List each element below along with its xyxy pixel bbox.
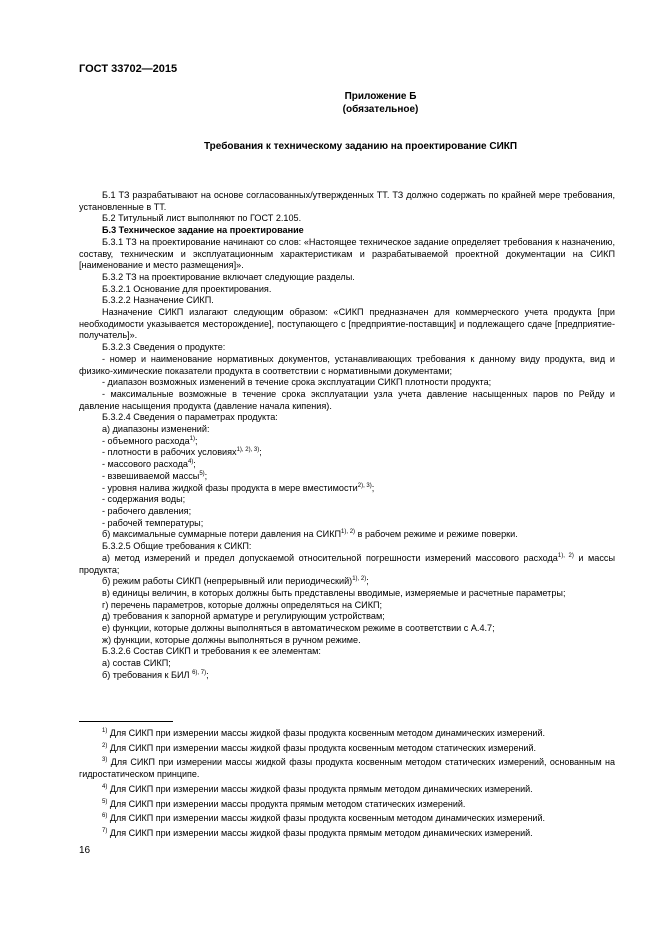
paragraph-text: - массового расхода [102,459,188,470]
paragraph [79,284,615,296]
footnote-text: Для СИКП при измерении массы продукта прямым методом статических измерений. [107,798,466,809]
footnote [79,757,615,780]
footnote-mark: 5) [102,798,108,805]
paragraph [79,354,615,377]
footnotes [79,728,615,843]
footnote-text: Для СИКП при измерении массы жидкой фазы продукта прямым методом динамических измерений. [107,827,533,838]
paragraph-tail: ; [193,459,196,470]
paragraph [79,447,615,459]
paragraph [79,213,615,225]
paragraph [79,424,615,436]
paragraph-text: Б.3.2.6 Состав СИКП и требования к ее элементам: [102,646,321,657]
paragraph [79,412,615,424]
paragraph-text: - рабочей температуры; [102,517,204,528]
paragraph-text: б) требования к БИЛ [102,669,193,680]
paragraph-text: - уровня налива жидкой фазы продукта в мере вместимости [102,482,358,493]
paragraph-tail: ; [204,470,208,481]
paragraph [79,611,615,623]
paragraph-text: ж) функции, которые должны выполняться в ручном режиме. [102,634,361,645]
page-number: 16 [79,845,91,856]
paragraph-tail: ; [371,482,375,493]
footnote [79,813,615,825]
footnote-ref[interactable]: 6), 7) [192,669,207,676]
footnote-ref[interactable]: 1), 2) [352,576,367,583]
paragraph-tail: ; [259,447,262,458]
footnote-mark: 1) [102,728,108,734]
footnote-text: Для СИКП при измерении массы жидкой фазы продукта прямым методом динамических измерений. [107,783,533,794]
paragraph [79,225,615,237]
footnote [79,828,615,840]
paragraph-text: Назначение СИКП излагают следующим образом: «СИКП предназначен для коммерческого учета продукта [при необходимости указывается месторождение], поступающего с [предприятие-поставщик] и подлежащего сдаче [предприятие-получатель]». [79,307,615,341]
paragraph-text: Б.3 Техническое задание на проектирование [102,225,304,236]
paragraph-text: Б.3.2.2 Назначение СИКП. [102,295,214,306]
paragraph-text: - диапазон возможных изменений в течение срока эксплуатации СИКП плотности продукта; [102,377,492,388]
paragraph-tail: ; [206,669,209,680]
paragraph [79,646,615,658]
paragraph-text: б) максимальные суммарные потери давления на СИКП [102,529,342,540]
footnote-text: Для СИКП при измерении массы жидкой фазы продукта косвенным методом динамических измерений. [107,728,545,738]
appendix-heading [0,90,661,116]
paragraph-text: - объемного расхода [102,435,190,446]
footnote-ref[interactable]: 1), 2) [557,552,574,559]
paragraph-text: Б.3.2 ТЗ на проектирование включает следующие разделы. [102,271,355,282]
paragraph-text: д) требования к запорной арматуре и регулирующим устройствам; [102,611,385,622]
footnote-text: Для СИКП при измерении массы жидкой фазы продукта косвенным методом статических измерений, основанным на гидростатическом принципе. [79,757,615,780]
footnote [79,743,615,755]
footnote-mark: 4) [102,783,108,790]
paragraph [79,518,615,530]
paragraph-text: Б.2 Титульный лист выполняют по ГОСТ 2.105. [102,213,302,224]
footnote-ref[interactable]: 1), 2) [341,529,356,536]
footnote-mark: 7) [102,827,108,834]
document-header-id: ГОСТ 33702—2015 [79,63,178,75]
footnote [79,728,615,740]
paragraph-text: Б.3.2.5 Общие требования к СИКП: [102,541,252,552]
paragraph-text: б) режим работы СИКП (непрерывный или периодический) [102,576,353,587]
paragraph-tail: и массы продукта; [79,552,615,575]
paragraph-text: а) диапазоны изменений: [102,424,210,435]
footnote-mark: 2) [102,742,108,749]
paragraph-text: Б.3.1 ТЗ на проектирование начинают со слов: «Настоящее техническое задание определяет требования к назначению, составу, техническим и эксплуатационным характеристикам и разрабатываемой проектной документации на СИКП [наименование и место размещения]». [79,236,615,271]
footnote-ref[interactable]: 1), 2), 3) [236,447,260,454]
footnote-text: Для СИКП при измерении массы жидкой фазы продукта косвенным методом динамических измерений. [107,813,545,824]
paragraph-text: Б.1 ТЗ разрабатывают на основе согласованных/утвержденных ТТ. ТЗ должно содержать по крайней мере требования, установленные в ТТ. [79,190,615,212]
paragraph [79,459,615,471]
paragraph-text: в) единицы величин, в которых должны быть представлены вводимые, измеряемые и расчетные параметры; [102,587,566,598]
paragraph-text: г) перечень параметров, которые должны определяться на СИКП; [102,599,383,610]
paragraph [79,553,615,576]
paragraph-text: - плотности в рабочих условиях [102,447,237,458]
footnote-mark: 3) [102,757,108,764]
paragraph [79,436,615,448]
paragraph-text: а) метод измерений и предел допускаемой относительной погрешности измерений массового расхода [102,552,558,563]
footnote [79,799,615,811]
paragraph [79,658,615,670]
paragraph-tail: ; [366,576,369,587]
appendix-status: (обязательное) [342,104,419,115]
paragraph-text: - максимальные возможные в течение срока эксплуатации узла учета давление насыщенных паров по Рейду и давление насыщения продукта (давление начала кипения). [79,388,615,411]
paragraph [79,295,615,307]
paragraph [79,471,615,483]
paragraph [79,272,615,284]
footnote-ref[interactable]: 1) [189,435,195,442]
paragraph-text: - номер и наименование нормативных документов, устанавливающих требования к данному виду продукта, вид и физико-химические показатели продукта в соответствии с нормативными документами; [79,353,615,376]
paragraph [79,576,615,588]
appendix-title: Приложение Б [344,91,417,102]
paragraph [79,529,615,541]
paragraph [79,506,615,518]
paragraph [79,377,615,389]
paragraph [79,623,615,635]
paragraph-text: а) состав СИКП; [102,658,171,669]
paragraph [79,541,615,553]
paragraph-text: - содержания воды; [102,494,186,505]
footnote-ref[interactable]: 2), 3) [357,482,372,489]
footnote-text: Для СИКП при измерении массы жидкой фазы продукта косвенным методом статических измерений. [107,742,536,753]
paragraph-text: - рабочего давления; [102,505,192,516]
footnote-ref[interactable]: 4) [187,459,194,466]
paragraph-tail: в рабочем режиме и режиме поверки. [355,529,518,540]
paragraph-tail: ; [194,435,198,446]
paragraph-text: - взвешиваемой массы [102,470,200,481]
document-body [79,190,615,682]
paragraph [79,190,615,213]
section-title: Требования к техническому заданию на проектирование СИКП [203,141,518,152]
paragraph [79,670,615,682]
footnote-mark: 6) [102,813,108,820]
paragraph [79,237,615,272]
paragraph-text: Б.3.2.3 Сведения о продукте: [102,342,226,353]
paragraph [79,494,615,506]
paragraph [79,635,615,647]
paragraph [79,389,615,412]
footnote-divider [79,721,173,722]
paragraph-text: е) функции, которые должны выполняться в автоматическом режиме в соответствии с А.4.7; [102,623,495,634]
paragraph-text: Б.3.2.4 Сведения о параметрах продукта: [102,412,278,423]
paragraph [79,600,615,612]
paragraph-text: Б.3.2.1 Основание для проектирования. [102,283,272,294]
footnote [79,784,615,796]
paragraph [79,307,615,342]
paragraph [79,483,615,495]
footnote-ref[interactable]: 5) [199,470,205,477]
paragraph [79,342,615,354]
paragraph [79,588,615,600]
